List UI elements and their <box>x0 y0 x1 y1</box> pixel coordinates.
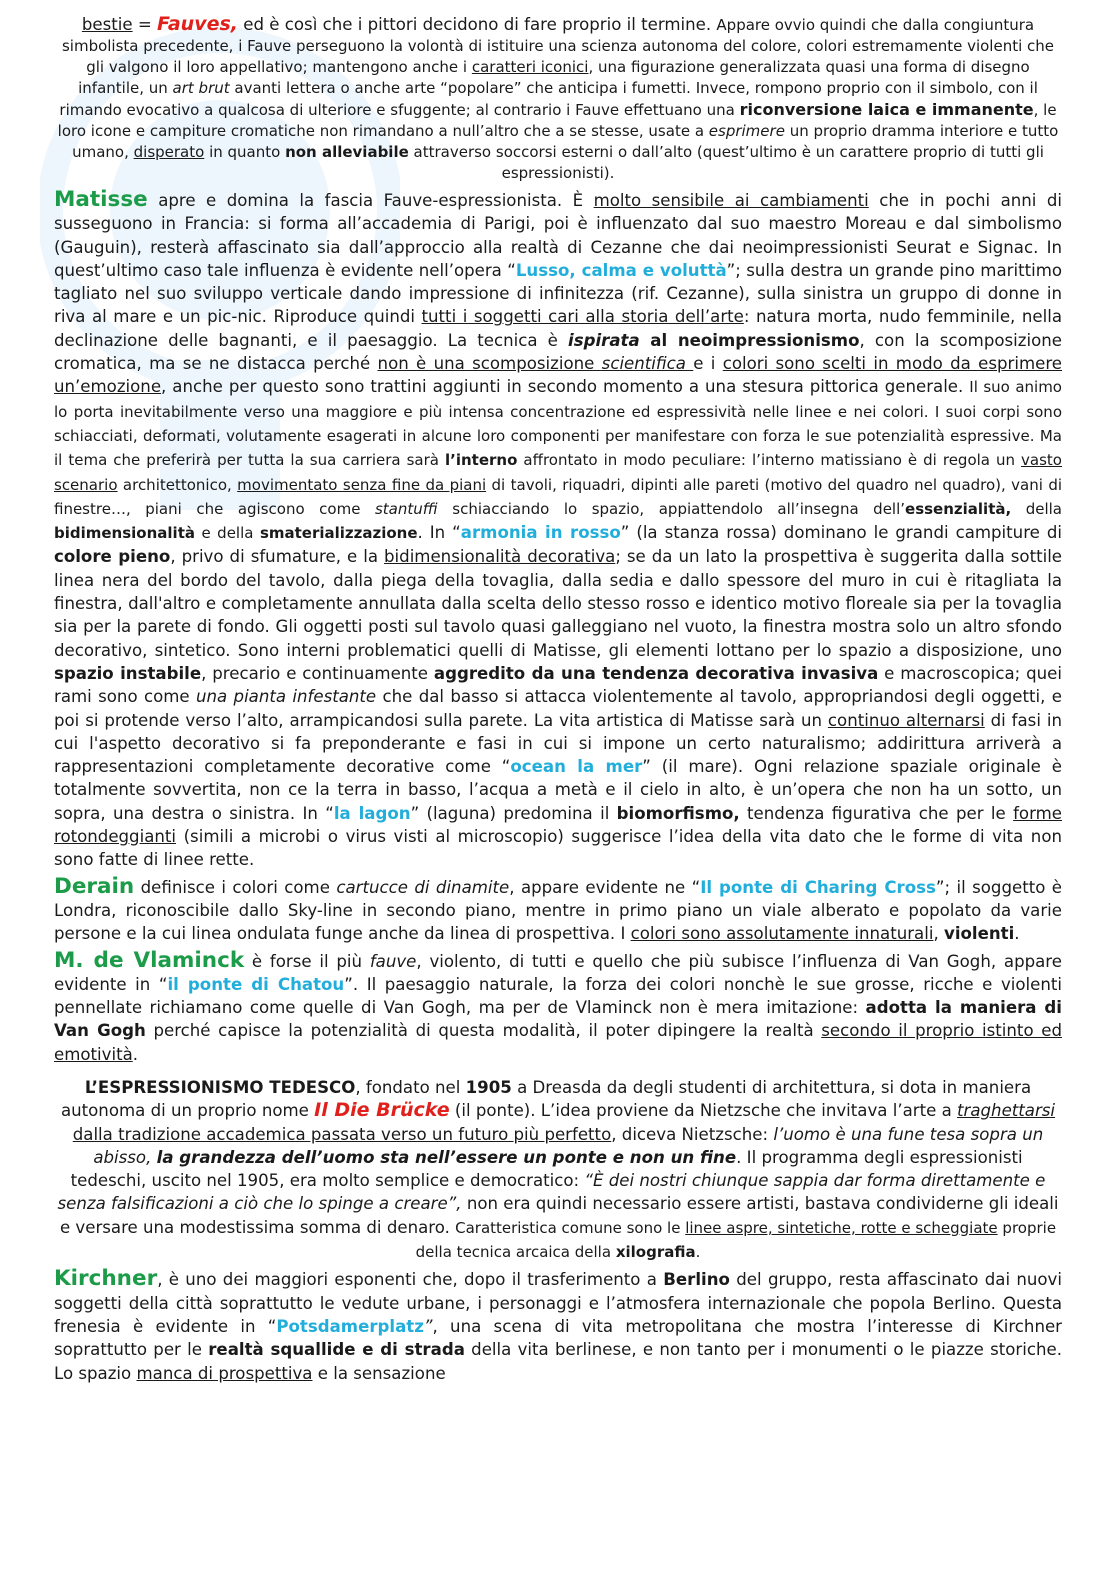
derain-paragraph: Derain definisce i colori come cartucce di dinamite, appare evidente ne “Il ponte di Charing Cross”; il soggetto è Londra, riconoscibile dallo Sky-line in secondo piano, mentre in primo piano un viale alberato e popolato da varie persone e la cui linea ondulata funge anche da linea di prospettiva. I colori sono assolutamente innaturali, violenti. <box>54 873 1063 944</box>
fauves-intro-paragraph: bestie = Fauves, ed è così che i pittori decidono di fare proprio il termine. Appare ovvio quindi che dalla congiuntura simbolista precedente, i Fauve perseguono la volontà di istituire una scienza autonoma del colore, colori estremamente violenti che gli valgono il loro appellativo; mantengono anche i caratteri iconici, una figurazione generalizzata quasi una forma di disegno infantile, un art brut avanti lettera o anche arte “popolare” che anticipa i fumetti. Invece, rompono proprio con il simbolo, con il rimando evocativo a qualcosa di ulteriore e sfuggente; al contrario i Fauve effettuano una riconversione laica e immanente, le loro icone e campiture cromatiche non rimandano a null’altro che a se stesse, usate a esprimere un proprio dramma interiore e tutto umano, disperato in quanto non alleviabile attraverso soccorsi esterni o dall’alto (quest’ultimo è un carattere proprio di tutti gli espressionisti). <box>57 13 1059 182</box>
artist-name-kirchner: Kirchner <box>54 1266 158 1292</box>
work-ocean-la-mer: ocean la mer <box>510 757 643 777</box>
matisse-paragraph: Matisse apre e domina la fascia Fauve-espressionista. È molto sensibile ai cambiamenti che in pochi anni di susseguono in Francia: si forma all’accademia di Parigi, poi è influenzato dal suo maestro Moreau e dal simbolismo (Gauguin), resterà affascinato sia dall’approccio alla realtà di Cezanne che dai neoimpressionisti Seurat e Signac. In quest’ultimo caso tale influenza è evidente nell’opera “Lusso, calma e voluttà”; sulla destra un grande pino marittimo tagliato nel suo sviluppo verticale dando impressione di infinitezza (rif. Cezanne), sulla sinistra un gruppo di donne in riva al mare e un pic-nic. Riproduce quindi tutti i soggetti cari alla storia dell’arte: natura morta, nudo femminile, nella declinazione delle bagnanti, e il paesaggio. La tecnica è ispirata al neoimpressionismo, con la scomposizione cromatica, ma se ne distacca perché non è una scomposizione scientifica e i colori sono scelti in modo da esprimere un’emozione, anche per questo sono trattini aggiunti in secondo momento a una stesura pittorica generale. Il suo animo lo porta inevitabilmente verso una maggiore e più intensa concentrazione ed espressività nelle linee e nei colori. I suoi corpi sono schiacciati, deformati, volutamente esagerati in alcune loro componenti per manifestare con forza le sue potenzialità espressive. Ma il tema che preferirà per tutta la sua carriera sarà l’interno affrontato in modo peculiare: l’interno matissiano è di regola un vasto scenario architettonico, movimentato senza fine da piani di tavoli, riquadri, dipinti alle pareti (motivo del quadro nel quadro), vani di finestre…, piani che agiscono come stantuffi schiacciando lo spazio, appiattendolo all’insegna dell’essenzialità, della bidimensionalità e della smaterializzazione. In “armonia in rosso” (la stanza rossa) dominano le grandi campiture di colore pieno, privo di sfumature, e la bidimensionalità decorativa; se da un lato la prospettiva è suggerita dalla sottile linea nera del bordo del tavolo, dalla piega della tovaglia, dalla sedia e dallo spessore del muro in cui è ritagliata la finestra, dall'altro e completamente annullata dalla scelta dello stesso rosso e identico motivo floreale sia per la tovaglia sia per la parete di fondo. Gli oggetti posti sul tavolo quasi galleggiano nel vuoto, la finestra mostra solo un altro sfondo decorativo, sintetico. Sono interni problematici quelli di Matisse, gli elementi lottano per lo spazio a disposizione, uno spazio instabile, precario e continuamente aggredito da una tendenza decorativa invasiva e macroscopica; quei rami sono come una pianta infestante che dal basso si attacca violentemente al tavolo, appropriandosi degli oggetti, e poi si protende verso l’alto, arrampicandosi sulla parete. La vita artistica di Matisse sarà un continuo alternarsi di fasi in cui l'aspetto decorativo si fa preponderante e fasi in cui si impone un certo naturalismo; addirittura arriverà a rappresentazioni completamente decorative come “ocean la mer” (il mare). Ogni relazione spaziale originale è totalmente sovvertita, non ce la terra in basso, l’acqua a metà e il cielo in alto, è un’opera che non ha un sotto, un sopra, una destra o sinistra. In “la lagon” (laguna) predomina il biomorfismo, tendenza figurativa che per le forme rotondeggianti (simili a microbi o virus visti al microscopio) suggerisce l’idea della vita dato che le forme di vita non sono fatte di linee rette. <box>54 187 1063 870</box>
artist-name-vlaminck: M. de Vlaminck <box>54 947 245 973</box>
document-page <box>54 14 1062 1385</box>
section-title-espressionismo: L’ESPRESSIONISMO TEDESCO <box>84 1077 356 1097</box>
work-ponte-di-chatou: il ponte di Chatou <box>167 974 345 994</box>
espressionismo-paragraph: L’ESPRESSIONISMO TEDESCO, fondato nel 1905 a Dreasda da degli studenti di architettura, si dota in maniera autonoma di un proprio nome Il Die Brücke (il ponte). L’idea proviene da Nietzsche che invitava l’arte a traghettarsi dalla tradizione accademica passata verso un futuro più perfetto, diceva Nietzsche: l’uomo è una fune tesa sopra un abisso, la grandezza dell’uomo sta nell’essere un ponte e non un fine. Il programma degli espressionisti tedeschi, uscito nel 1905, era molto semplice e democratico: “È dei nostri chiunque sappia dar forma direttamente e senza falsificazioni a ciò che lo spinge a creare”, non era quindi necessario essere artisti, bastava condividerne gli ideali e versare una modestissima somma di denaro. Caratteristica comune sono le linee aspre, sintetiche, rotte e scheggiate proprie della tecnica arcaica della xilografia. <box>57 1077 1059 1262</box>
vlaminck-paragraph: M. de Vlaminck è forse il più fauve, violento, di tutti e quello che più subisce l’influenza di Van Gogh, appare evidente in “il ponte di Chatou”. Il paesaggio naturale, la forza dei colori nonchè le sue grosse, ricche e violenti pennellate richiamano come quelle di Van Gogh, ma per de Vlaminck non è mera imitazione: adotta la maniera di Van Gogh perché capisce la potenzialità di questa modalità, il poter dipingere la realtà secondo il proprio istinto ed emotività. <box>54 947 1062 1064</box>
kirchner-paragraph: Kirchner, è uno dei maggiori esponenti che, dopo il trasferimento a Berlino del gruppo, resta affascinato dai nuovi soggetti della città soprattutto le vedute urbane, i personaggi e l’atmosfera internazionale che popola Berlino. Questa frenesia è evidente in “Potsdamerplatz”, una scena di vita metropolitana che mostra l’interesse di Kirchner soprattutto per le realtà squallide e di strada della vita berlinese, e non tanto per i monumenti o le piazze storiche. Lo spazio manca di prospettiva e la sensazione <box>54 1266 1062 1383</box>
artist-name-matisse: Matisse <box>54 187 148 212</box>
work-lusso-calma-volutta: Lusso, calma e voluttà <box>515 260 727 280</box>
term-fauves: Fauves, <box>157 13 238 35</box>
work-potsdamerplatz: Potsdamerplatz <box>276 1316 424 1336</box>
work-ponte-charing-cross: Il ponte di Charing Cross <box>700 877 936 897</box>
work-la-lagon: la lagon <box>333 803 411 823</box>
text-bestie: bestie <box>81 15 133 34</box>
artist-name-derain: Derain <box>54 873 135 899</box>
term-die-brucke: Il Die Brücke <box>314 1099 450 1122</box>
work-armonia-in-rosso: armonia in rosso <box>460 523 621 543</box>
